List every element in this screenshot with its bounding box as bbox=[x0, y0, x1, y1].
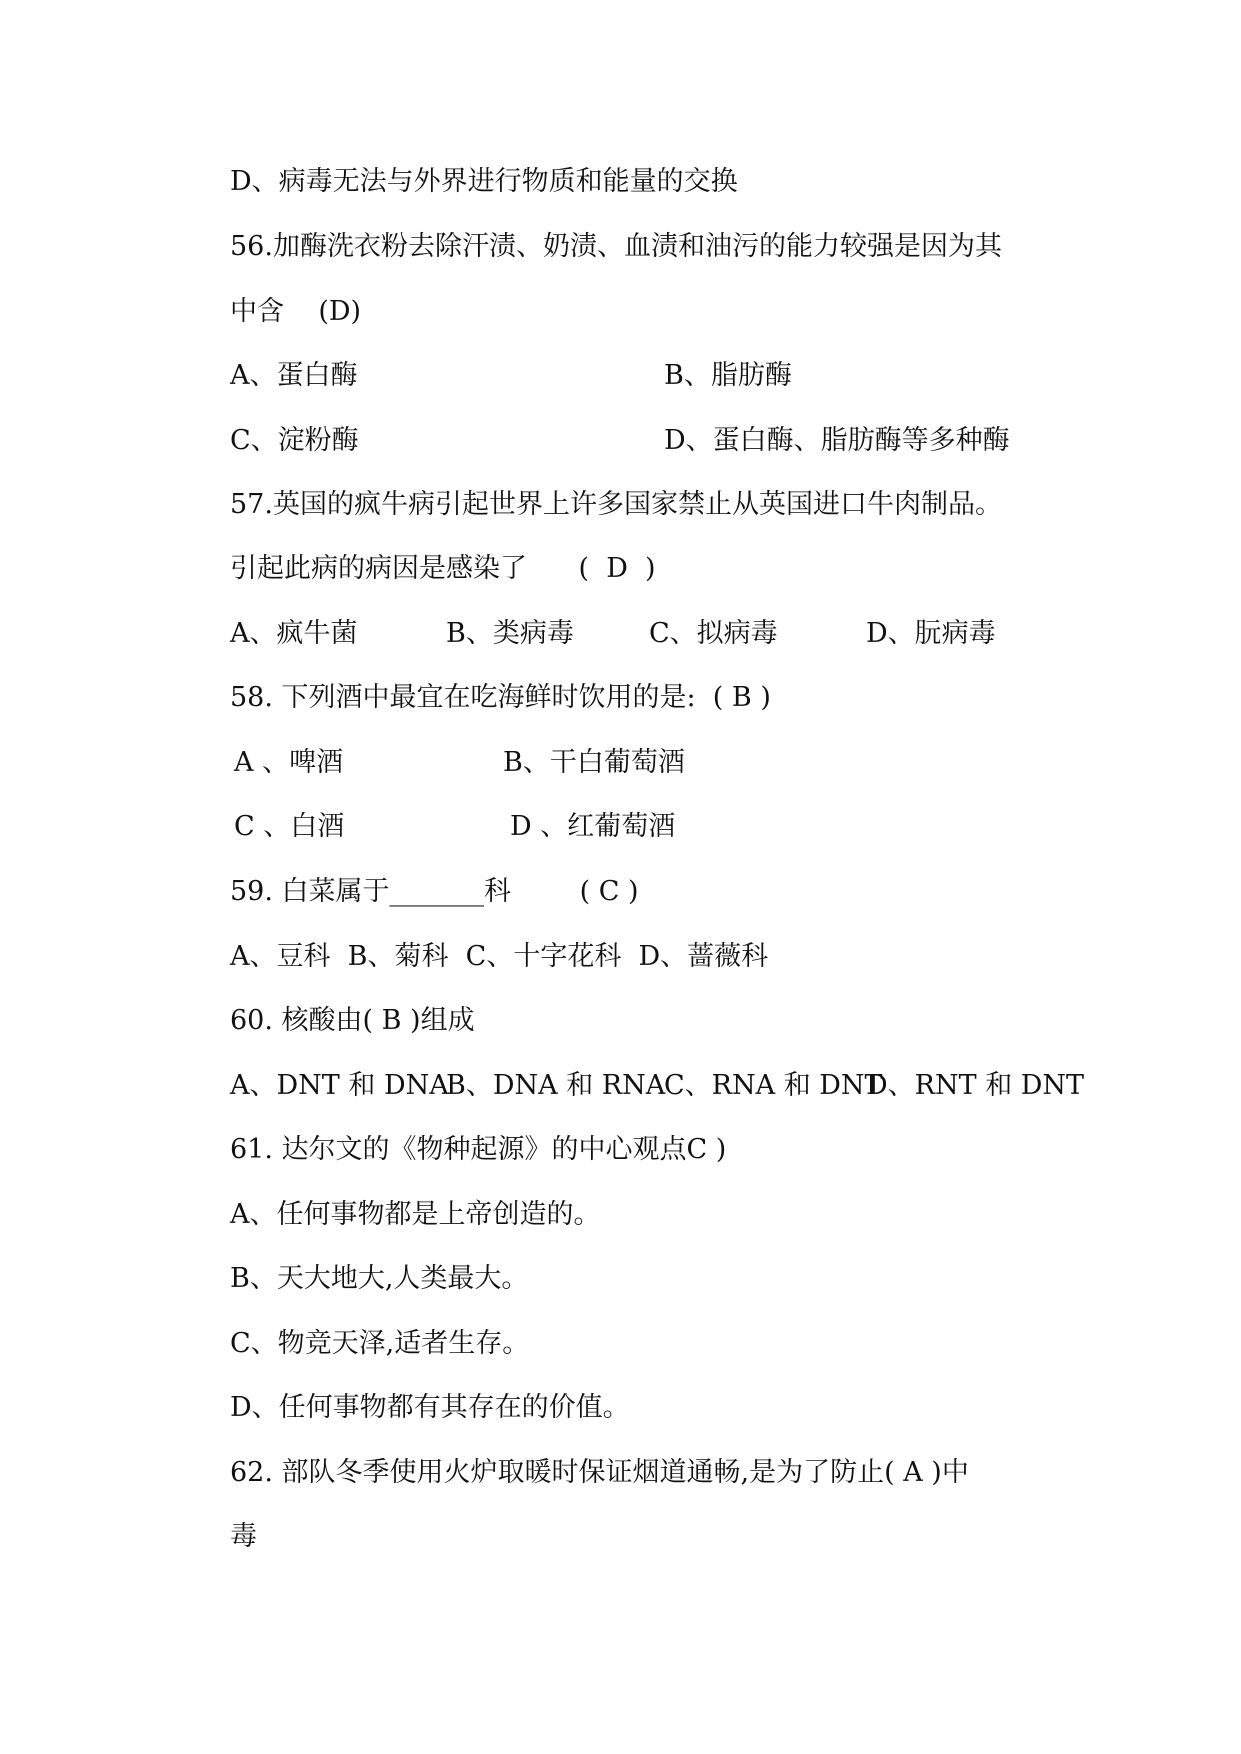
q57-option-b: B、类病毒 bbox=[446, 618, 574, 649]
q56-option-d: D、蛋白酶、脂肪酶等多种酶 bbox=[664, 425, 1010, 456]
q56-stem-line-1: 56.加酶洗衣粉去除汗渍、奶渍、血渍和油污的能力较强是因为其 bbox=[230, 231, 1002, 262]
q61-option-b: B、天大地大,人类最大。 bbox=[230, 1263, 529, 1294]
q60-stem: 60. 核酸由( B )组成 bbox=[230, 1005, 475, 1036]
q59-stem: 59. 白菜属于_______科 ( C ) bbox=[230, 876, 639, 907]
q60-option-c: C、RNA 和 DNT bbox=[664, 1070, 883, 1101]
q57-option-a: A、疯牛菌 bbox=[230, 618, 358, 649]
q61-option-d: D、任何事物都有其存在的价值。 bbox=[230, 1392, 630, 1423]
q57-stem-line-2: 引起此病的病因是感染了 ( D ) bbox=[230, 553, 656, 584]
q56-option-b: B、脂肪酶 bbox=[664, 360, 792, 391]
q59-options: A、豆科 B、菊科 C、十字花科 D、蔷薇科 bbox=[230, 941, 769, 972]
q62-stem-line-2: 毒 bbox=[230, 1521, 257, 1552]
q57-stem-line-1: 57.英国的疯牛病引起世界上许多国家禁止从英国进口牛肉制品。 bbox=[230, 489, 1002, 520]
q58-option-d: D 、红葡萄酒 bbox=[510, 811, 676, 842]
q57-option-c: C、拟病毒 bbox=[649, 618, 778, 649]
q60-option-b: B、DNA 和 RNA bbox=[446, 1070, 666, 1101]
q58-stem: 58. 下列酒中最宜在吃海鲜时饮用的是: ( B ) bbox=[230, 682, 771, 713]
q58-option-a: A 、啤酒 bbox=[234, 747, 344, 778]
q61-option-c: C、物竞天泽,适者生存。 bbox=[230, 1328, 530, 1359]
q60-option-a: A、DNT 和 DNA bbox=[230, 1070, 449, 1101]
q56-stem-line-2: 中含 (D) bbox=[230, 296, 362, 327]
q58-option-c: C 、白酒 bbox=[234, 811, 345, 842]
q56-option-a: A、蛋白酶 bbox=[230, 360, 358, 391]
q60-option-d: D、RNT 和 DNT bbox=[866, 1070, 1085, 1101]
q55-option-d: D、病毒无法与外界进行物质和能量的交换 bbox=[230, 166, 738, 197]
q57-option-d: D、朊病毒 bbox=[866, 618, 996, 649]
q58-option-b: B、干白葡萄酒 bbox=[503, 747, 685, 778]
q62-stem-line-1: 62. 部队冬季使用火炉取暖时保证烟道通畅,是为了防止( A )中 bbox=[230, 1457, 969, 1488]
q56-option-c: C、淀粉酶 bbox=[230, 425, 359, 456]
q61-option-a: A、任何事物都是上帝创造的。 bbox=[230, 1199, 601, 1230]
q61-stem: 61. 达尔文的《物种起源》的中心观点C ) bbox=[230, 1134, 727, 1165]
